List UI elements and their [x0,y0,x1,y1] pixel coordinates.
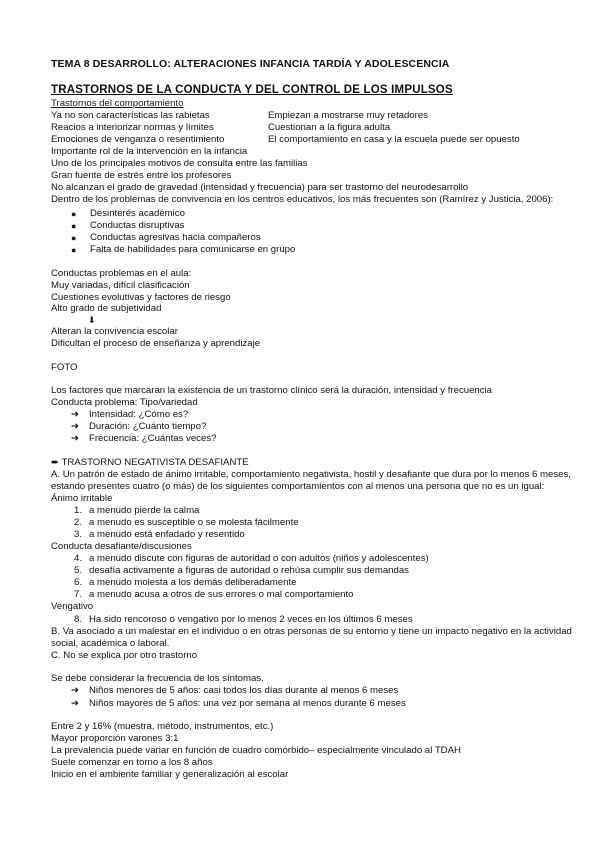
text-line: Gran fuente de estrés entre los profesores [51,170,232,181]
text-line: Cuestiones evolutivas y factores de riesgo [51,292,231,303]
category-label: Vengativo [51,601,94,612]
arrow-item: Frecuencia: ¿Cuántas veces? [89,433,217,444]
text-line: Suele comenzar en torno a los 8 años [51,757,213,768]
text-line: Importante rol de la intervención en la infancia [51,146,248,157]
down-arrow-icon: ⬇ [88,315,96,325]
arrow-item: Niños menores de 5 años: casi todos los días durante al menos 6 meses [89,685,399,696]
item-number: 6. [73,577,82,588]
item-number: 2. [73,517,82,528]
text-line: Alteran la convivencia escolar [51,326,178,337]
arrow-item: Duración: ¿Cuánto tiempo? [89,421,207,432]
text-line: A. Un patrón de estado de ánimo irritable, comportamiento negativista, hostil y desafiante que dura por lo menos 6 meses, [51,469,571,480]
text-line: B. Va asociado a un malestar en el individuo o en otras personas de su entorno y tiene un impacto negativo en la actividad [51,626,572,637]
bullet-item: Falta de habilidades para comunicarse en grupo [90,244,296,255]
two-col-right: El comportamiento en casa y la escuela puede ser opuesto [268,134,520,145]
text-line: Alto grado de subjetividad [51,303,162,314]
bullet-dot: ● [71,221,77,231]
text-line: Conducta problema: Tipo/variedad [51,397,198,408]
item-number: 7. [73,589,82,600]
arrow-right-icon: ➔ [71,698,80,709]
text-line: Muy variadas, difícil clasificación [51,280,190,291]
document-title: TEMA 8 DESARROLLO: ALTERACIONES INFANCIA TARDÍA Y ADOLESCENCIA [51,58,450,70]
numbered-item: a menudo acusa a otros de sus errores o mal comportamiento [89,589,354,600]
item-number: 4. [73,553,82,564]
text-line: Inicio en el ambiente familiar y generalización al escolar [51,769,289,780]
item-number: 3. [73,529,82,540]
two-col-right: Empiezan a mostrarse muy retadores [268,110,428,121]
two-col-right: Cuestionan a la figura adulta [268,122,391,133]
bullet-dot: ● [71,245,77,255]
numbered-item: desafía activamente a figuras de autoridad o rehúsa cumplir sus demandas [89,565,409,576]
item-number: 5. [73,565,82,576]
arrow-right-icon: ➔ [71,409,80,420]
numbered-item: a menudo molesta a los demás deliberadamente [89,577,297,588]
text-line: Dentro de los problemas de convivencia en los centros educativos, los más frecuentes son (Ramírez y Justicia, 2006): [51,194,554,205]
text-line: Se debe considerar la frecuencia de los síntomas. [51,673,264,684]
bullet-dot: ● [71,209,77,219]
text-line: La prevalencia puede variar en función de cuadro comórbido– especialmente vinculado al TDAH [51,745,461,756]
text-line: Conductas problemas en el aula: [51,268,192,279]
category-label: Ánimo irritable [51,493,113,504]
subheading: Trastornos del comportamiento [51,98,184,109]
arrow-right-icon: ➔ [71,685,80,696]
numbered-item: a menudo discute con figuras de autoridad o con adultos (niños y adolescentes) [89,553,429,564]
arrow-right-icon: ➔ [71,433,80,444]
text-line: C. No se explica por otro trastorno [51,650,198,661]
two-col-left: Ya no son características las rabietas [51,110,210,121]
item-number: 1. [73,505,82,516]
text-line: Los factores que marcaran la existencia de un trastorno clínico será la duración, intensidad y frecuencia [51,385,493,396]
text-line: Uno de los principales motivos de consulta entre las familias [51,158,308,169]
arrow-right-icon: ➔ [71,421,80,432]
bullet-item: Conductas agresivas hacia compañeros [90,232,261,243]
numbered-item: Ha sido rencoroso o vengativo por lo menos 2 veces en los últimos 6 meses [89,614,413,625]
foto-label: FOTO [51,362,78,373]
bullet-item: Desinterés académico [90,208,185,219]
bullet-dot: ● [71,233,77,243]
numbered-item: a menudo está enfadado y resentido [89,529,245,540]
bullet-item: Conductas disruptivas [90,220,185,231]
text-line: social, académica o laboral. [51,638,170,649]
text-line: No alcanzan el grado de gravedad (intensidad y frecuencia) para ser trastorno del neurodesarrollo [51,182,469,193]
text-line: Dificultan el proceso de enseñanza y aprendizaje [51,338,261,349]
text-line: Mayor proporción varones 3:1 [51,733,179,744]
text-line: estando presentes cuatro (o más) de los siguientes comportamientos con al menos una persona que no es un igual: [51,481,545,492]
arrow-item: Niños mayores de 5 años: una vez por semana al menos durante 6 meses [89,698,406,709]
two-col-left: Reacios a interiorizar normas y límites [51,122,214,133]
category-label: Conducta desafiante/discusiones [51,541,192,552]
tnd-heading: ➨ TRASTORNO NEGATIVISTA DESAFIANTE [51,457,249,468]
two-col-left: Emociones de venganza o resentimiento [51,134,225,145]
item-number: 8. [73,614,82,625]
section-heading: TRASTORNOS DE LA CONDUCTA Y DEL CONTROL DE LOS IMPULSOS [51,84,453,96]
numbered-item: a menudo es susceptible o se molesta fácilmente [89,517,299,528]
arrow-item: Intensidad: ¿Cómo es? [89,409,189,420]
numbered-item: a menudo pierde la calma [89,505,200,516]
text-line: Entre 2 y 16% (muestra, método, instrumentos, etc.) [51,721,274,732]
